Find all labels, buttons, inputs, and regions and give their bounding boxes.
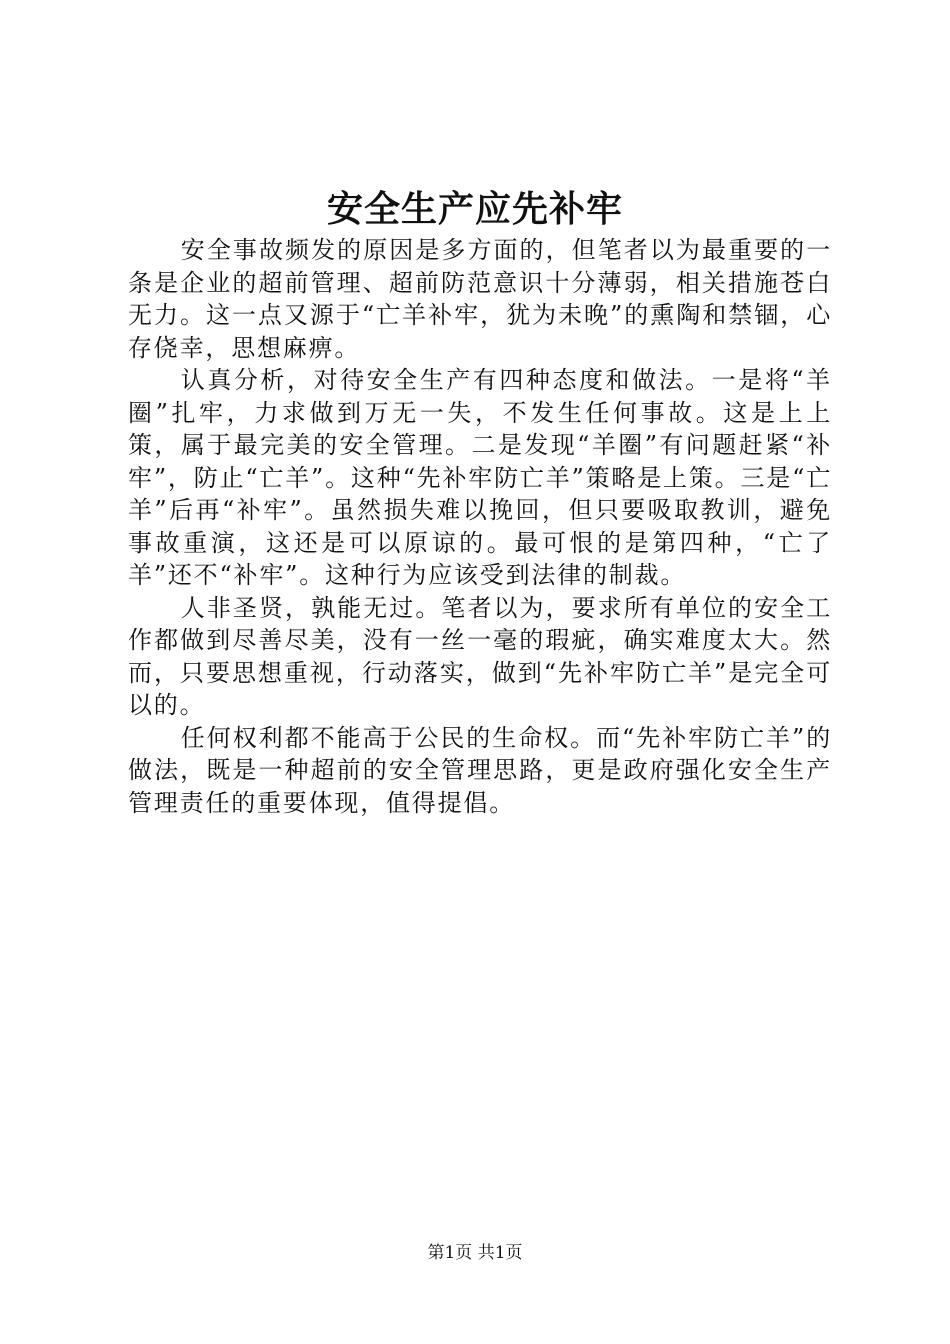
paragraph-4: 任何权利都不能高于公民的生命权。而“先补牢防亡羊”的做法，既是一种超前的安全管理思路，更是政府强化安全生产管理责任的重要体现，值得提倡。 (128, 723, 832, 817)
document-title: 安全生产应先补牢 (326, 188, 623, 230)
paragraph-2: 认真分析，对待安全生产有四种态度和做法。一是将“羊圈”扎牢，力求做到万无一失，不发生任何事故。这是上上策，属于最完美的安全管理。二是发现“羊圈”有问题赶紧“补牢”，防止“亡羊”。这种“先补牢防亡羊”策略是上策。三是“亡羊”后再“补牢”。虽然损失难以挽回，但只要吸取教训，避免事故重演，这还是可以原谅的。最可恨的是第四种，“亡了羊”还不“补牢”。这种行为应该受到法律的制裁。 (128, 366, 832, 589)
document-body (128, 234, 832, 819)
paragraph-3: 人非圣贤，孰能无过。笔者以为，要求所有单位的安全工作都做到尽善尽美，没有一丝一毫的瑕疵，确实难度太大。然而，只要思想重视，行动落实，做到“先补牢防亡羊”是完全可以的。 (128, 593, 832, 719)
paragraph-1: 安全事故频发的原因是多方面的，但笔者以为最重要的一条是企业的超前管理、超前防范意识十分薄弱，相关措施苍白无力。这一点又源于“亡羊补牢，犹为未晚”的熏陶和禁锢，心存侥幸，思想麻痹。 (128, 236, 832, 362)
page-footer: 第1页 共1页 (427, 1243, 523, 1263)
